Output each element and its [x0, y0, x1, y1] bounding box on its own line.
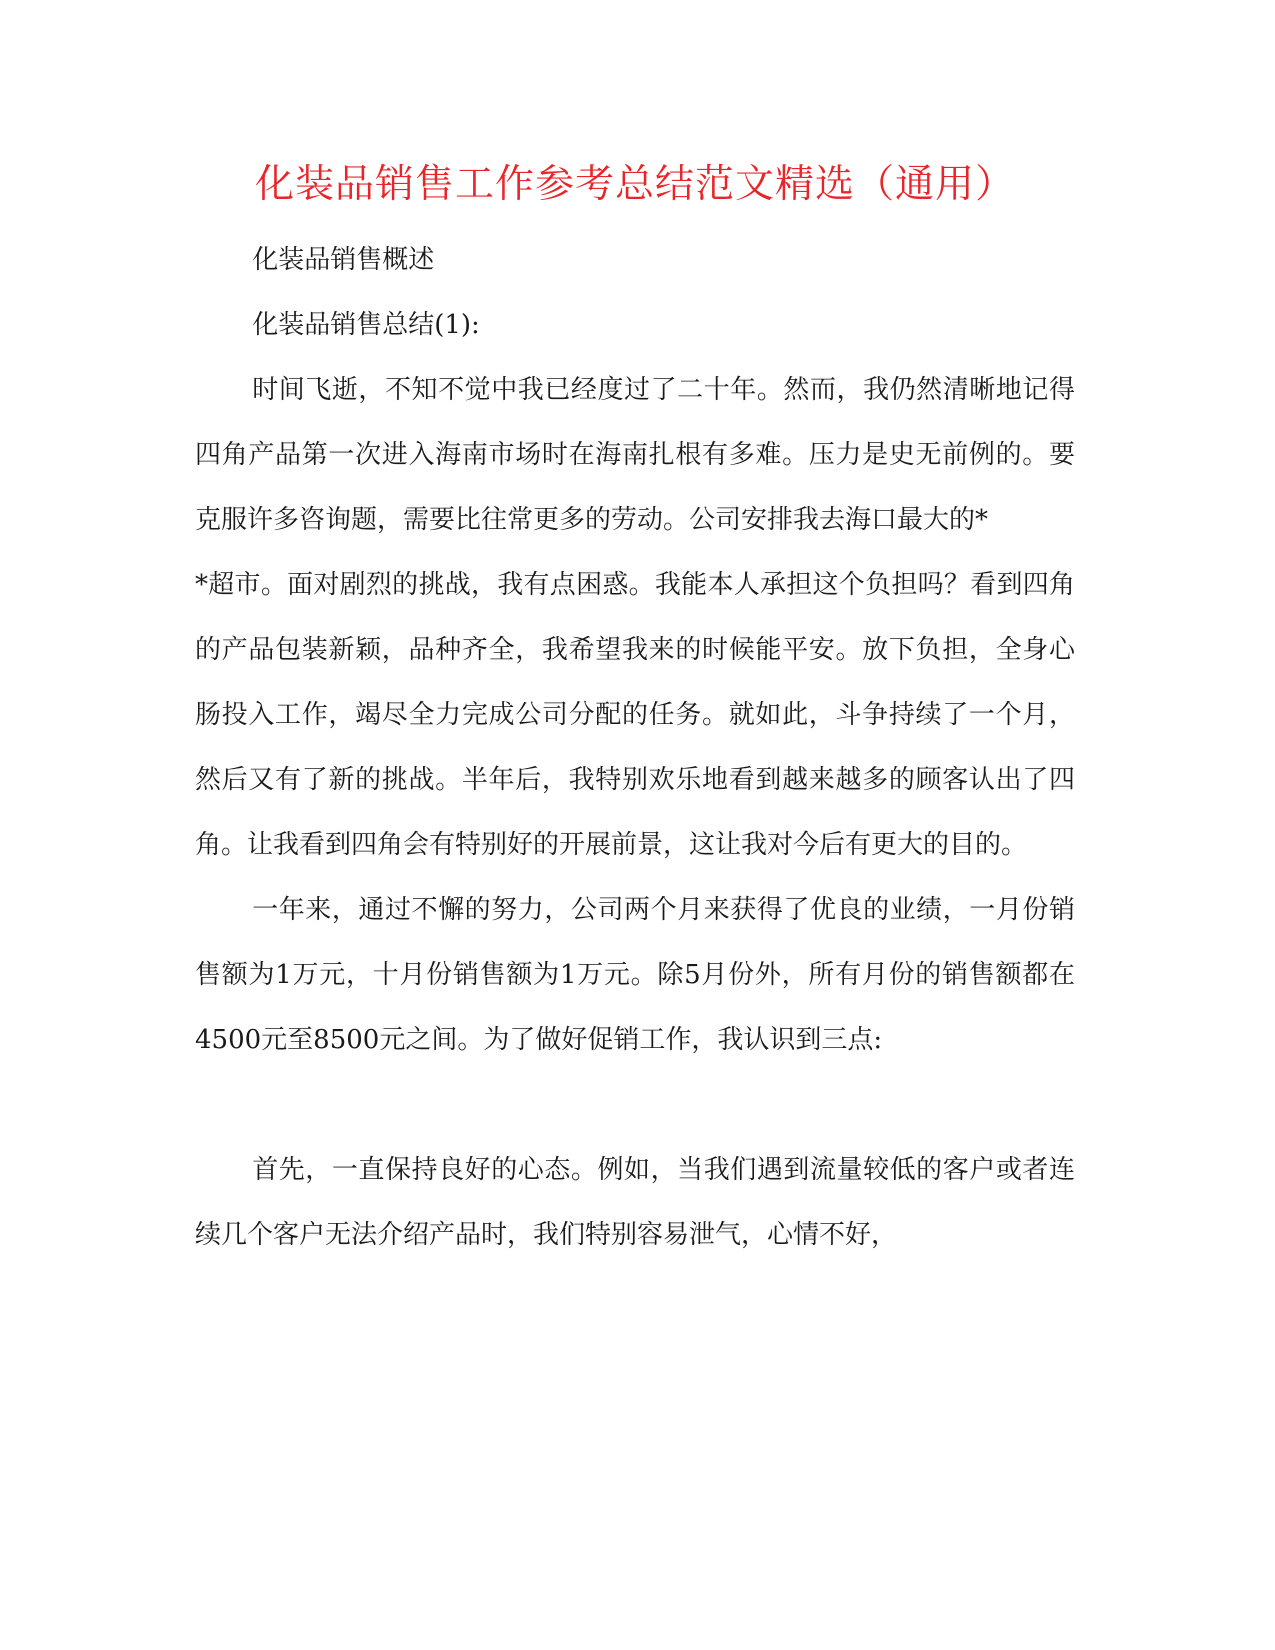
paragraph-overview-heading: 化装品销售概述	[252, 245, 435, 275]
paragraph-supermarket: *超市。面对剧烈的挑战，我有点困惑。我能本人承担这个负担吗？看到四角的产品包装新颖，品种齐全，我希望我来的时候能平安。放下负担，全身心肠投入工作，竭尽全力完成公司分配的任务。就如此，斗争持续了一个月，然后又有了新的挑战。半年后，我特别欢乐地看到越来越多的顾客认出了四角。让我看到四角会有特别好的开展前景，这让我对今后有更大的目的。	[195, 570, 1075, 860]
paragraph-first-point: 首先，一直保持良好的心态。例如，当我们遇到流量较低的客户或者连续几个客户无法介绍产品时，我们特别容易泄气，心情不好，	[195, 1155, 1075, 1250]
paragraph-sales-results: 一年来，通过不懈的努力，公司两个月来获得了优良的业绩，一月份销售额为1万元，十月份销售额为1万元。除5月份外，所有月份的销售额都在4500元至8500元之间。为了做好促销工作，我认识到三点:	[195, 895, 1075, 1055]
paragraph-intro: 时间飞逝，不知不觉中我已经度过了二十年。然而，我仍然清晰地记得四角产品第一次进入海南市场时在海南扎根有多难。压力是史无前例的。要克服许多咨询题，需要比往常更多的劳动。公司安排我去海口最大的*	[195, 375, 1075, 535]
document-body	[195, 228, 1075, 1268]
paragraph-gap	[195, 1073, 1075, 1138]
paragraph-summary-heading: 化装品销售总结(1):	[252, 310, 480, 340]
document-title: 化装品销售工作参考总结范文精选（通用）	[254, 162, 1015, 207]
